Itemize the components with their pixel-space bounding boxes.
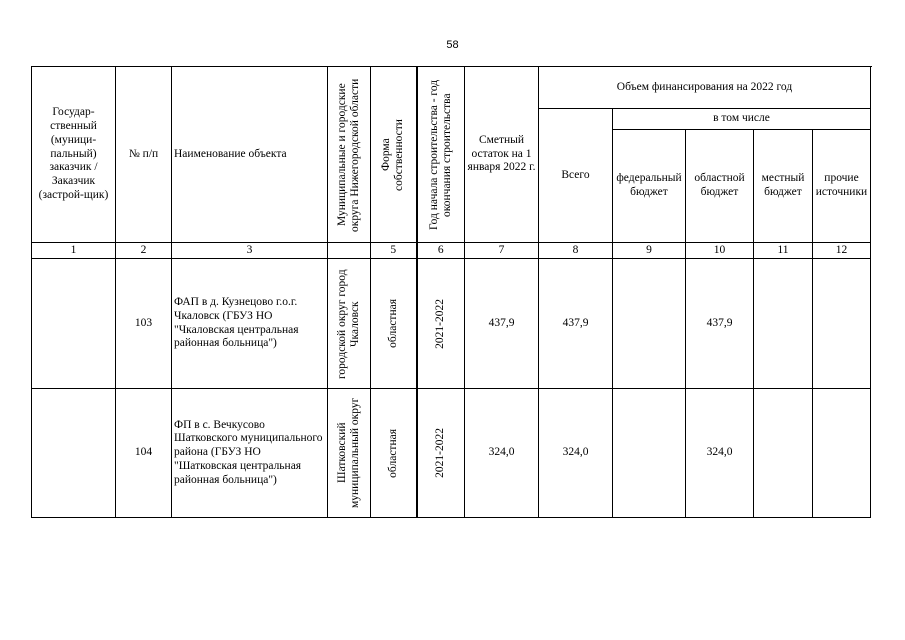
header-federal: федеральный бюджет [613, 130, 686, 243]
row-num: 103 [116, 259, 172, 389]
column-number [328, 243, 371, 259]
row-ownership-text: областная [386, 428, 399, 478]
column-number: 2 [116, 243, 172, 259]
row-regional: 437,9 [686, 259, 754, 389]
row-years [417, 259, 465, 389]
header-financing: Объем финансирования на 2022 год [539, 67, 871, 109]
table-row [32, 259, 871, 389]
header-other: прочие источники [813, 130, 871, 243]
header-estimate: Сметный остаток на 1 января 2022 г. [465, 67, 539, 243]
header-customer: Государ-ственный (муници-пальный) заказчик / Заказчик (застрой-щик) [32, 67, 116, 243]
header-regional: областной бюджет [686, 130, 754, 243]
column-number: 5 [371, 243, 417, 259]
financing-table [31, 66, 871, 518]
row-municipality-text: Шатковский муниципальный округ [335, 397, 361, 509]
row-other [813, 259, 871, 389]
header-name: Наименование объекта [172, 67, 328, 243]
row-name: ФАП в д. Кузнецово г.о.г. Чкаловск (ГБУЗ НО "Чкаловская центральная районная больница") [172, 259, 328, 389]
row-other [813, 389, 871, 518]
row-ownership [371, 259, 417, 389]
row-local [754, 259, 813, 389]
row-local [754, 389, 813, 518]
row-num: 104 [116, 389, 172, 518]
row-years-text: 2021-2022 [434, 428, 447, 478]
column-number: 1 [32, 243, 116, 259]
row-federal [613, 259, 686, 389]
header-local: местный бюджет [754, 130, 813, 243]
column-number: 12 [813, 243, 871, 259]
row-estimate: 437,9 [465, 259, 539, 389]
table-row [32, 389, 871, 518]
row-customer [32, 259, 116, 389]
column-number-row [32, 243, 871, 259]
column-number: 6 [417, 243, 465, 259]
row-years-text: 2021-2022 [434, 298, 447, 349]
header-years [417, 67, 465, 243]
column-number: 7 [465, 243, 539, 259]
row-regional: 324,0 [686, 389, 754, 518]
header-including: в том числе [613, 109, 871, 130]
header-ownership-text: Форма собственности [380, 118, 406, 191]
header-municipality [328, 67, 371, 243]
row-total: 324,0 [539, 389, 613, 518]
row-years [417, 389, 465, 518]
row-ownership [371, 389, 417, 518]
header-num: № п/п [116, 67, 172, 243]
row-total: 437,9 [539, 259, 613, 389]
row-ownership-text: областная [386, 299, 399, 348]
row-estimate: 324,0 [465, 389, 539, 518]
column-number: 3 [172, 243, 328, 259]
column-number: 9 [613, 243, 686, 259]
header-municipality-text: Муниципальные и городские округа Нижегородской области [335, 77, 361, 232]
row-municipality [328, 259, 371, 389]
row-federal [613, 389, 686, 518]
row-municipality-text: городской округ город Чкаловск [335, 268, 361, 379]
header-years-text: Год начала строительства - год окончания строительства [427, 79, 453, 230]
column-number: 10 [686, 243, 754, 259]
page-number: 58 [446, 39, 459, 51]
row-municipality [328, 389, 371, 518]
row-name: ФП в с. Вечкусово Шатковского муниципального района (ГБУЗ НО "Шатковская центральная районная больница") [172, 389, 328, 518]
column-number: 11 [754, 243, 813, 259]
header-ownership [371, 67, 417, 243]
header-total: Всего [539, 109, 613, 243]
row-customer [32, 389, 116, 518]
column-number: 8 [539, 243, 613, 259]
